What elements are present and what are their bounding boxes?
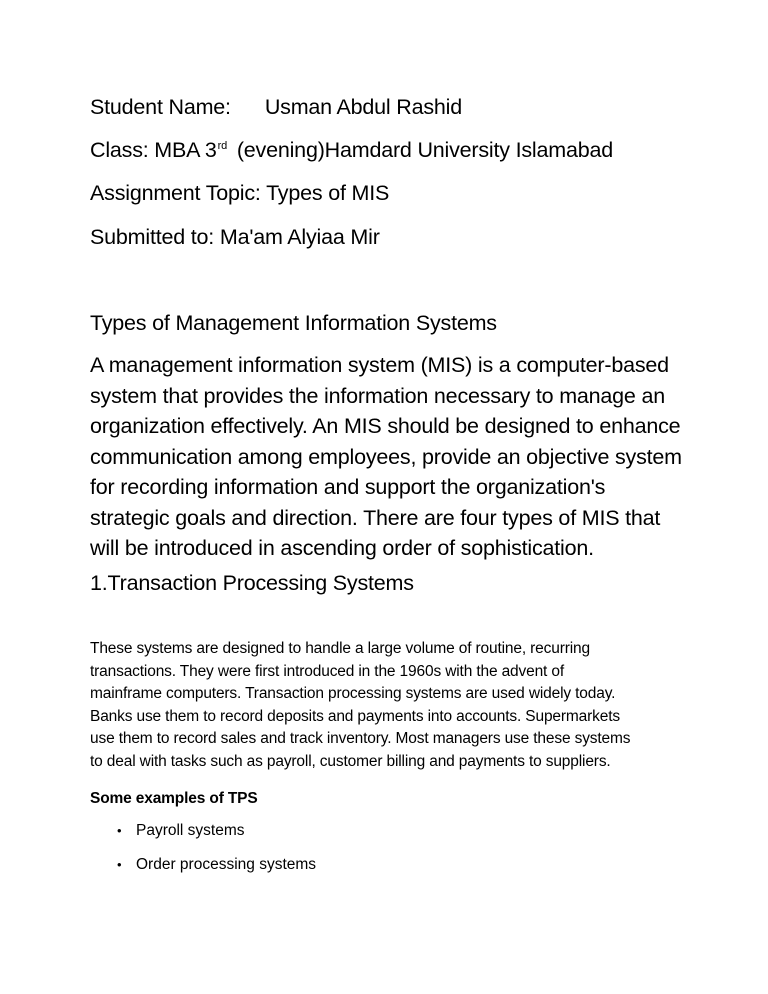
intro-line: organization effectively. An MIS should be designed to enhance — [90, 414, 681, 438]
tps-line: mainframe computers. Transaction processing systems are used widely today. — [90, 685, 616, 703]
class-superscript: rd — [217, 140, 228, 152]
section-title: Types of Management Information Systems — [90, 311, 497, 335]
list-item — [90, 820, 316, 854]
intro-line: strategic goals and direction. There are four types of MIS that — [90, 505, 661, 530]
student-name-value: Usman Abdul Rashid — [264, 95, 463, 119]
tps-line: to deal with tasks such as payroll, customer billing and payments to suppliers. — [90, 752, 611, 770]
list-item-label: Payroll systems — [136, 822, 245, 839]
bullet-icon: • — [117, 857, 122, 872]
class-line — [90, 135, 613, 165]
tps-line: use them to record sales and track inventory. Most managers use these systems — [90, 730, 631, 748]
submitted-to: Submitted to: Ma'am Alyiaa Mir — [90, 225, 380, 249]
tps-line: transactions. They were first introduced in the 1960s with the advent of — [90, 662, 564, 680]
class-prefix: Class: MBA 3 — [90, 138, 217, 162]
bullet-icon: • — [117, 823, 122, 838]
intro-line: for recording information and support the organization's — [90, 475, 606, 499]
list-item — [90, 854, 316, 888]
tps-paragraph — [90, 638, 660, 774]
list-item-label: Order processing systems — [136, 856, 317, 873]
examples-list — [90, 820, 316, 888]
intro-line: will be introduced in ascending order of sophistication. — [90, 536, 594, 560]
tps-line: These systems are designed to handle a large volume of routine, recurring — [90, 640, 590, 657]
student-name-label: Student Name: — [90, 95, 231, 119]
intro-paragraph — [90, 350, 690, 564]
subsection-title: 1.Transaction Processing Systems — [90, 571, 414, 595]
assignment-topic: Assignment Topic: Types of MIS — [90, 181, 390, 205]
tps-line: Banks use them to record deposits and payments into accounts. Supermarkets — [90, 707, 620, 725]
student-name-line — [90, 92, 462, 122]
intro-line: system that provides the information necessary to manage an — [90, 383, 665, 408]
class-suffix: (evening)Hamdard University Islamabad — [236, 138, 614, 162]
examples-heading: Some examples of TPS — [90, 790, 258, 807]
intro-line: A management information system (MIS) is a computer-based — [90, 353, 669, 377]
intro-line: communication among employees, provide an objective system — [90, 444, 682, 469]
